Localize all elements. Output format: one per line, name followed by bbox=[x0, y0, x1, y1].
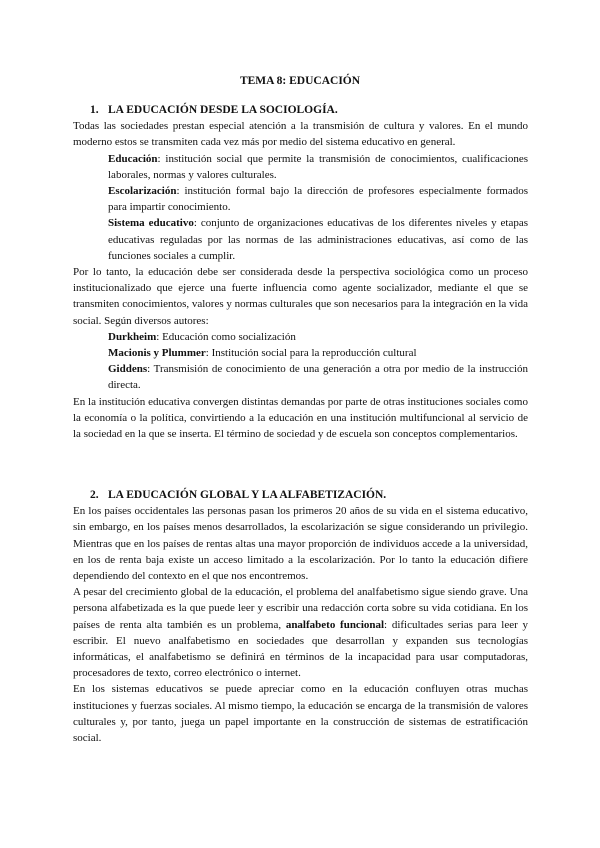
definition-term: Escolarización bbox=[108, 185, 177, 198]
section-heading bbox=[73, 102, 528, 118]
definition-term: Sistema educativo bbox=[108, 217, 194, 230]
author-view: : Educación como socialización bbox=[156, 330, 296, 343]
paragraph-text: : dificultades serias para leer y escribir. El nuevo analfabetismo en sociedades que desarrollan y expanden sus tecnologías informáticas, el analfabetismo se definirá en términos de la incapacidad para usar computadoras, procesadores de texto, correo electrónico o internet. bbox=[73, 618, 528, 680]
paragraph-illiteracy bbox=[73, 584, 528, 681]
section-number: 2. bbox=[90, 489, 99, 501]
definition-term: Educación bbox=[108, 152, 158, 165]
section-heading-text: LA EDUCACIÓN DESDE LA SOCIOLOGÍA. bbox=[108, 104, 338, 116]
section-heading bbox=[73, 487, 528, 503]
middle-paragraph: Por lo tanto, la educación debe ser considerada desde la perspectiva sociológica como un proceso institucionalizado que ejerce una fuerte influencia como agente socializador, mediante el que se transmiten conocimientos, valores y normas culturales que son necesarios para la integración en la vida social. Según diversos autores: bbox=[73, 266, 528, 327]
author-view: : Institución social para la reproducción cultural bbox=[205, 347, 417, 360]
author-view: : Transmisión de conocimiento de una generación a otra por medio de la instrucción directa. bbox=[108, 363, 528, 392]
section-heading-text: LA EDUCACIÓN GLOBAL Y LA ALFABETIZACIÓN. bbox=[108, 489, 387, 501]
definition-education bbox=[108, 151, 528, 183]
page-title: TEMA 8: EDUCACIÓN bbox=[239, 75, 361, 87]
paragraph-educational-systems: En los sistemas educativos se puede apreciar como en la educación confluyen otras muchas instituciones y fuerzas sociales. Al mismo tiempo, la educación se encarga de la transmisión de valores culturales y, por tanto, juega un papel importante en la construcción de sistemas de estratificación social. bbox=[73, 683, 528, 745]
definition-education-system bbox=[108, 215, 528, 264]
paragraph-text: A pesar del crecimiento global de la educación, el problema del analfabetismo sigue siendo grave. Una persona alfabetizada es la que puede leer y escribir una redacción corta sobre su vida cotidiana. En los países de renta alta también es un problema, bbox=[73, 586, 528, 631]
section-sociology bbox=[73, 102, 528, 442]
closing-paragraph: En la institución educativa convergen distintas demandas por parte de otras instituciones sociales como la economía o la política, convirtiendo a la educación en una institución multifuncional al servicio de la sociedad en la que se inserta. El término de sociedad y de escuela son conceptos complementarios. bbox=[73, 395, 528, 441]
definition-text: : institución social que permite la transmisión de conocimientos, cualificaciones laborales, normas y valores culturales. bbox=[108, 152, 528, 181]
bold-term-functional-illiterate: analfabeto funcional bbox=[285, 618, 385, 631]
author-name: Giddens bbox=[108, 363, 148, 376]
author-name: Durkheim bbox=[108, 330, 157, 343]
section-global-education bbox=[73, 487, 528, 746]
definition-text: : institución formal bajo la dirección de profesores especialmente formados para impartir conocimiento. bbox=[108, 185, 528, 214]
author-giddens bbox=[108, 361, 528, 393]
author-name: Macionis y Plummer bbox=[108, 347, 206, 360]
author-macionis-plummer bbox=[108, 345, 528, 361]
intro-paragraph: Todas las sociedades prestan especial atención a la transmisión de cultura y valores. En el mundo moderno estos se transmiten cada vez más por medio del sistema educativo en general. bbox=[73, 120, 528, 149]
paragraph-schooling-context: En los países occidentales las personas pasan los primeros 20 años de su vida en el sistema educativo, sin embargo, en los países menos desarrollados, la escolarización se sigue considerando un privilegio. Mientras que en los países de rentas altas una mayor proporción de individuos accede a la universidad, en los de renta baja existe un acceso limitado a la escolarización. Por lo tanto la educación difiere dependiendo del contexto en el que nos encontremos. bbox=[73, 505, 528, 583]
definition-text: : conjunto de organizaciones educativas de los diferentes niveles y etapas educativas reguladas por las normas de las administraciones educativas, así como de las funciones sociales a cumplir. bbox=[108, 217, 528, 262]
definition-schooling bbox=[108, 183, 528, 215]
author-durkheim bbox=[108, 329, 528, 345]
section-number: 1. bbox=[90, 104, 99, 116]
